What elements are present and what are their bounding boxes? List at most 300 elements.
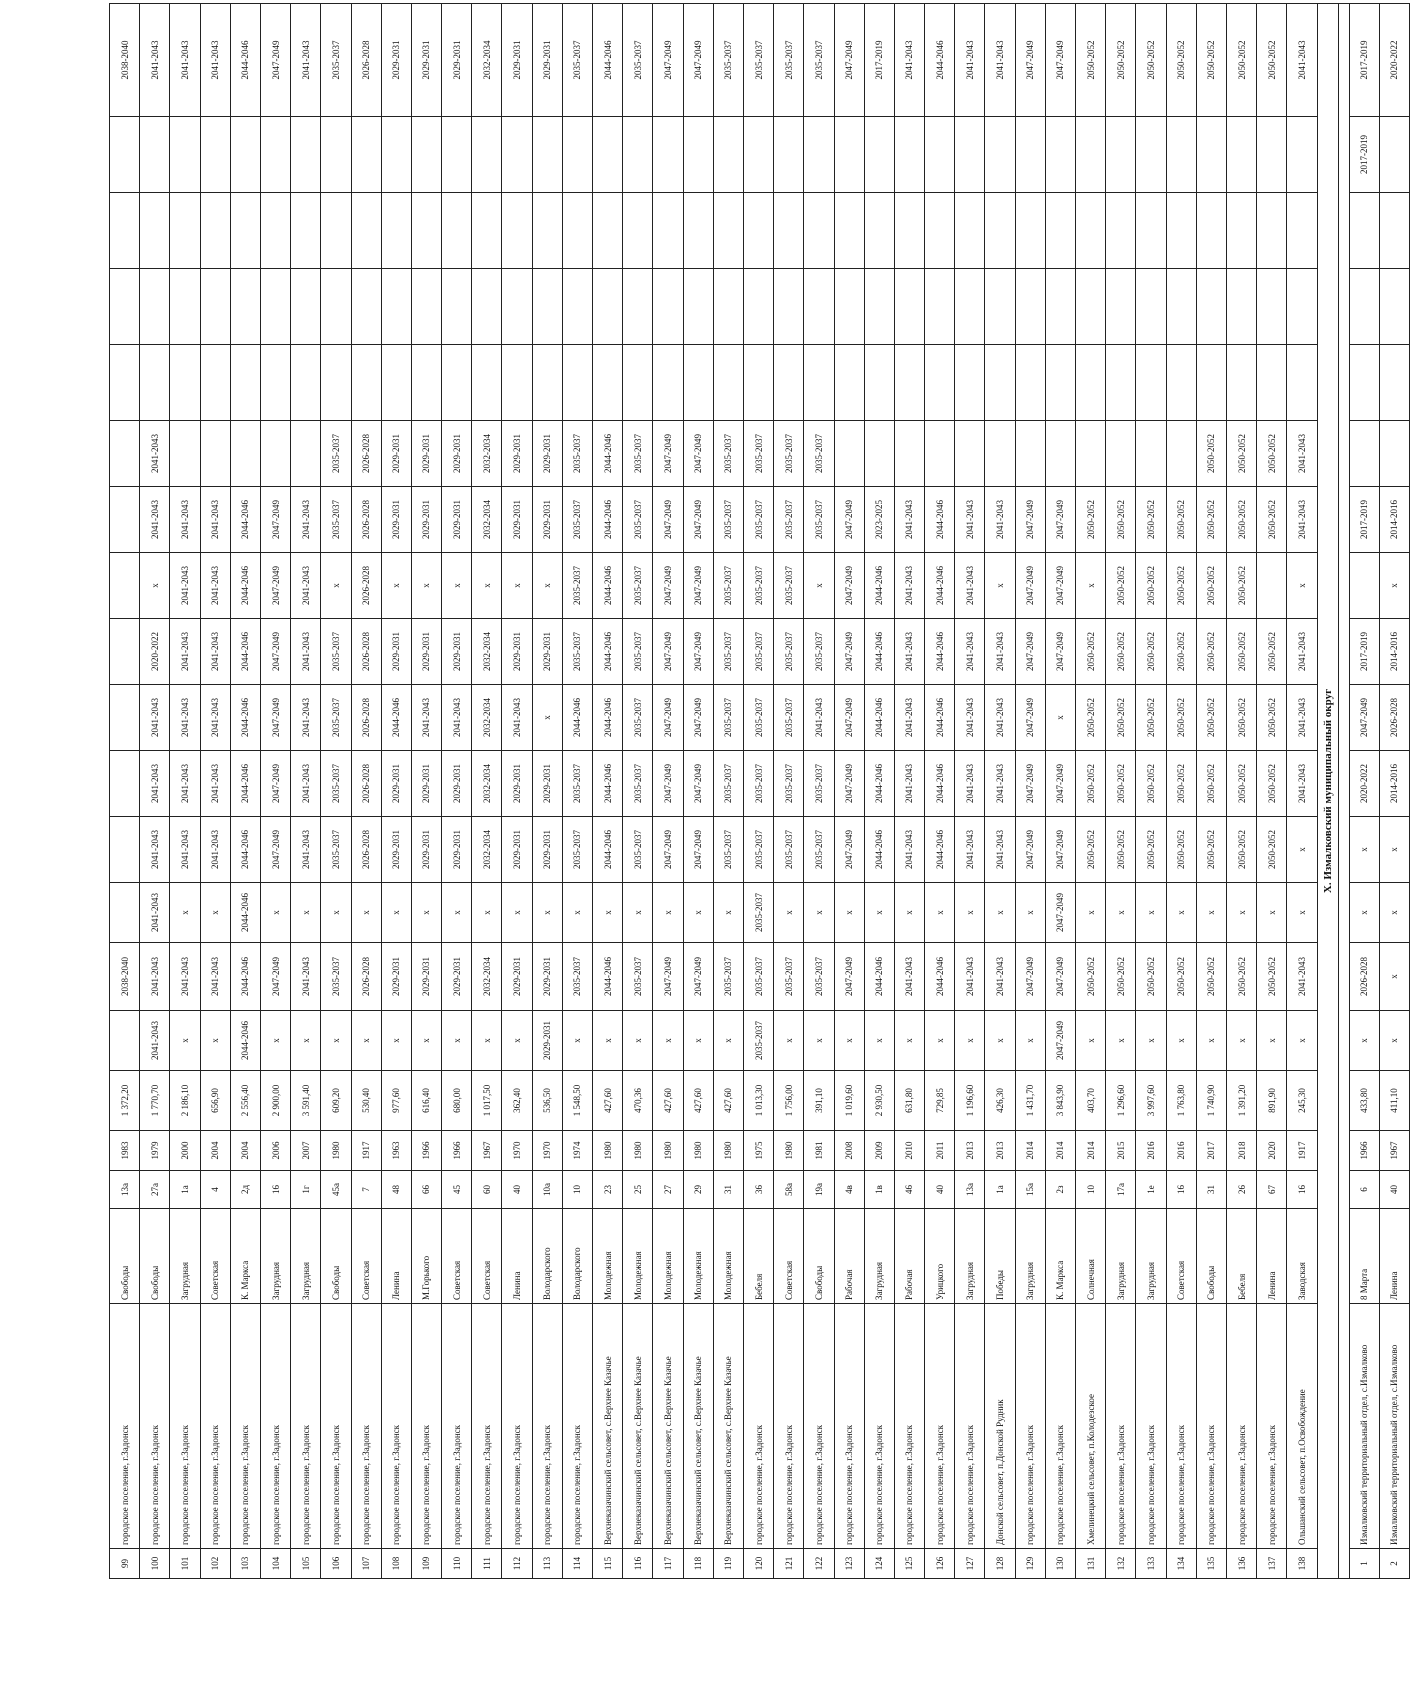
table-row <box>864 4 894 1579</box>
table-cell: 2035-2037 <box>774 421 804 487</box>
table-cell: 2047-2049 <box>260 817 290 883</box>
table-cell: 2044-2046 <box>381 685 411 751</box>
table-cell: 2026-2028 <box>351 4 381 117</box>
table-cell: 2041-2043 <box>985 619 1015 685</box>
table-cell: 2050-2052 <box>1257 817 1287 883</box>
table-cell <box>381 345 411 421</box>
table-cell: 2035-2037 <box>743 4 773 117</box>
table-cell: 2044-2046 <box>230 487 260 553</box>
table-cell: 2029-2031 <box>411 619 441 685</box>
table-cell: 106 <box>321 1549 351 1579</box>
table-cell: 427,60 <box>713 1071 743 1131</box>
table-cell: 2038-2040 <box>110 943 140 1011</box>
table-cell: 2014-2016 <box>1379 751 1409 817</box>
table-cell: x <box>532 553 562 619</box>
table-cell: 1 770,70 <box>140 1071 170 1131</box>
table-cell <box>955 269 985 345</box>
table-cell: x <box>260 1011 290 1071</box>
table-cell: 2050-2052 <box>1076 619 1106 685</box>
table-cell <box>653 269 683 345</box>
table-cell: 2047-2049 <box>834 943 864 1011</box>
table-cell <box>1379 117 1409 193</box>
table-cell: Загрудная <box>1015 1209 1045 1304</box>
table-cell: 2041-2043 <box>291 553 321 619</box>
table-cell <box>291 345 321 421</box>
table-cell: 2029-2031 <box>532 619 562 685</box>
table-cell: Верхнеказачинский сельсовет, с.Верхнее Казачье <box>593 1304 623 1549</box>
table-cell: Верхнеказачинский сельсовет, с.Верхнее Казачье <box>713 1304 743 1549</box>
table-cell <box>1015 421 1045 487</box>
table-cell: 2032-2034 <box>472 487 502 553</box>
table-cell <box>623 117 653 193</box>
table-cell: 2017 <box>1196 1131 1226 1171</box>
table-cell: x <box>593 883 623 943</box>
table-cell: 2041-2043 <box>291 619 321 685</box>
table-cell <box>1076 193 1106 269</box>
table-cell: 2044-2046 <box>593 4 623 117</box>
table-cell: 2020-2022 <box>1349 751 1379 817</box>
table-cell: 2026-2028 <box>351 487 381 553</box>
table-cell <box>1045 345 1075 421</box>
table-row <box>985 4 1015 1579</box>
table-cell <box>381 269 411 345</box>
table-cell: городское поселение, г.Задонск <box>200 1304 230 1549</box>
table-cell <box>804 269 834 345</box>
table-cell: 2047-2049 <box>683 553 713 619</box>
table-cell: x <box>1349 817 1379 883</box>
table-cell: 2041-2043 <box>955 943 985 1011</box>
table-cell: 27 <box>653 1171 683 1209</box>
table-cell: Молодежная <box>593 1209 623 1304</box>
table-cell: 2050-2052 <box>1226 553 1256 619</box>
table-cell: x <box>653 1011 683 1071</box>
table-cell <box>200 269 230 345</box>
table-cell: 2041-2043 <box>140 487 170 553</box>
table-cell: 2041-2043 <box>1287 751 1317 817</box>
table-cell: 115 <box>593 1549 623 1579</box>
table-cell: 2029-2031 <box>411 817 441 883</box>
table-cell: x <box>1287 883 1317 943</box>
table-row <box>743 4 773 1579</box>
table-cell: 2047-2049 <box>834 619 864 685</box>
table-cell: 2047-2049 <box>683 421 713 487</box>
table-cell: 2047-2049 <box>1045 751 1075 817</box>
table-cell: x <box>200 883 230 943</box>
table-cell: городское поселение, г.Задонск <box>1196 1304 1226 1549</box>
table-cell: городское поселение, г.Задонск <box>442 1304 472 1549</box>
table-cell: 130 <box>1045 1549 1075 1579</box>
table-cell: городское поселение, г.Задонск <box>894 1304 924 1549</box>
table-cell: 2026-2028 <box>351 553 381 619</box>
table-cell: x <box>1076 883 1106 943</box>
table-cell <box>1015 269 1045 345</box>
table-cell <box>1287 345 1317 421</box>
table-cell: 2035-2037 <box>562 619 592 685</box>
table-cell: 2035-2037 <box>623 4 653 117</box>
table-cell: 10 <box>1076 1171 1106 1209</box>
table-cell: 2044-2046 <box>864 943 894 1011</box>
table-cell: 2041-2043 <box>955 553 985 619</box>
table-cell: 2050-2052 <box>1196 943 1226 1011</box>
table-cell <box>894 345 924 421</box>
table-cell: 1 296,60 <box>1106 1071 1136 1131</box>
table-cell: 40 <box>502 1171 532 1209</box>
table-cell: x <box>713 883 743 943</box>
table-cell <box>834 421 864 487</box>
table-cell <box>623 269 653 345</box>
table-cell: x <box>170 1011 200 1071</box>
table-cell: 2029-2031 <box>532 751 562 817</box>
table-cell: 1 756,00 <box>774 1071 804 1131</box>
table-cell: 128 <box>985 1549 1015 1579</box>
table-cell <box>1106 193 1136 269</box>
table-cell <box>1015 193 1045 269</box>
table-cell: 129 <box>1015 1549 1045 1579</box>
table-cell: 1 740,90 <box>1196 1071 1226 1131</box>
table-cell: 2041-2043 <box>200 619 230 685</box>
table-cell <box>562 193 592 269</box>
table-cell <box>472 193 502 269</box>
table-cell: 2035-2037 <box>623 943 653 1011</box>
table-cell <box>1287 117 1317 193</box>
table-cell: 2035-2037 <box>743 1011 773 1071</box>
table-cell: 2035-2037 <box>562 4 592 117</box>
table-cell: 2041-2043 <box>955 751 985 817</box>
table-cell: 136 <box>1226 1549 1256 1579</box>
table-row <box>1257 4 1287 1579</box>
table-cell: 126 <box>925 1549 955 1579</box>
table-cell: 2041-2043 <box>411 685 441 751</box>
table-cell: 2041-2043 <box>985 751 1015 817</box>
table-cell <box>1106 269 1136 345</box>
table-cell: 2041-2043 <box>200 4 230 117</box>
table-cell: x <box>804 883 834 943</box>
table-cell <box>260 193 290 269</box>
table-cell: 109 <box>411 1549 441 1579</box>
table-cell: 2050-2052 <box>1076 817 1106 883</box>
table-cell <box>1136 193 1166 269</box>
table-cell: 31 <box>713 1171 743 1209</box>
table-cell: 2029-2031 <box>532 943 562 1011</box>
table-cell: 2035-2037 <box>321 685 351 751</box>
table-cell <box>1106 117 1136 193</box>
table-cell <box>1379 193 1409 269</box>
table-cell: 2035-2037 <box>713 421 743 487</box>
table-cell: 2047-2049 <box>1045 4 1075 117</box>
table-cell: 2050-2052 <box>1166 553 1196 619</box>
table-cell <box>925 345 955 421</box>
table-cell <box>1196 269 1226 345</box>
table-cell: 2000 <box>170 1131 200 1171</box>
table-cell: 2035-2037 <box>713 619 743 685</box>
table-cell: 2014 <box>1076 1131 1106 1171</box>
table-cell: 2010 <box>894 1131 924 1171</box>
table-cell <box>1015 345 1045 421</box>
table-cell <box>593 117 623 193</box>
table-cell: 2050-2052 <box>1136 4 1166 117</box>
table-cell: 10 <box>562 1171 592 1209</box>
table-cell: 138 <box>1287 1549 1317 1579</box>
table-cell: К. Маркса <box>1045 1209 1075 1304</box>
table-cell <box>804 117 834 193</box>
table-cell: 2041-2043 <box>291 685 321 751</box>
table-row <box>200 4 230 1579</box>
table-cell <box>894 117 924 193</box>
table-cell: 1980 <box>774 1131 804 1171</box>
table-cell: 2050-2052 <box>1257 943 1287 1011</box>
table-cell: 2044-2046 <box>593 619 623 685</box>
table-cell: x <box>1076 553 1106 619</box>
table-cell: 2050-2052 <box>1076 751 1106 817</box>
table-cell: 2029-2031 <box>411 4 441 117</box>
table-cell: 2041-2043 <box>140 817 170 883</box>
table-cell: городское поселение, г.Задонск <box>562 1304 592 1549</box>
table-cell: 2047-2049 <box>683 817 713 883</box>
table-cell: 10а <box>532 1171 562 1209</box>
table-cell <box>834 345 864 421</box>
table-cell: 2050-2052 <box>1226 619 1256 685</box>
table-cell: 121 <box>774 1549 804 1579</box>
table-cell: Советская <box>442 1209 472 1304</box>
table-cell: 48 <box>381 1171 411 1209</box>
table-cell: 2035-2037 <box>804 817 834 883</box>
table-cell: 127 <box>955 1549 985 1579</box>
table-row <box>1349 4 1379 1579</box>
table-cell <box>110 345 140 421</box>
table-cell <box>442 117 472 193</box>
table-cell: 2 186,10 <box>170 1071 200 1131</box>
table-cell: x <box>442 553 472 619</box>
table-cell: 2047-2049 <box>260 487 290 553</box>
table-cell: 2041-2043 <box>170 685 200 751</box>
table-cell: 2044-2046 <box>925 619 955 685</box>
table-cell: x <box>351 883 381 943</box>
table-cell: 2044-2046 <box>864 553 894 619</box>
table-cell <box>260 421 290 487</box>
table-cell: x <box>1349 1011 1379 1071</box>
spacer-row <box>1338 4 1349 1579</box>
table-cell: 2035-2037 <box>804 619 834 685</box>
table-cell: 2041-2043 <box>894 487 924 553</box>
table-cell: x <box>321 1011 351 1071</box>
table-cell: 2035-2037 <box>562 421 592 487</box>
table-cell: 2041-2043 <box>985 685 1015 751</box>
table-cell: 631,80 <box>894 1071 924 1131</box>
table-cell: 2032-2034 <box>472 685 502 751</box>
table-cell: 2044-2046 <box>230 943 260 1011</box>
table-cell: 2050-2052 <box>1196 685 1226 751</box>
table-cell <box>562 345 592 421</box>
table-cell <box>351 193 381 269</box>
table-cell <box>743 269 773 345</box>
table-cell: x <box>1076 1011 1106 1071</box>
table-cell: x <box>472 553 502 619</box>
table-cell: 45 <box>442 1171 472 1209</box>
table-cell: 362,40 <box>502 1071 532 1131</box>
table-cell: 2041-2043 <box>200 751 230 817</box>
table-cell <box>653 345 683 421</box>
table-cell: 2047-2049 <box>653 553 683 619</box>
table-cell: 2026-2028 <box>351 751 381 817</box>
table-cell <box>472 345 502 421</box>
table-cell: 2041-2043 <box>170 817 200 883</box>
table-cell: Урицкого <box>925 1209 955 1304</box>
table-cell <box>925 269 955 345</box>
table-cell <box>713 269 743 345</box>
table-cell: 2007 <box>291 1131 321 1171</box>
table-cell: 2041-2043 <box>985 943 1015 1011</box>
table-cell: городское поселение, г.Задонск <box>110 1304 140 1549</box>
table-cell: 2050-2052 <box>1166 685 1196 751</box>
table-cell <box>110 685 140 751</box>
table-cell: 2020 <box>1257 1131 1287 1171</box>
table-row <box>1136 4 1166 1579</box>
table-cell <box>985 193 1015 269</box>
table-cell: 2041-2043 <box>894 751 924 817</box>
table-cell <box>1045 117 1075 193</box>
table-cell: городское поселение, г.Задонск <box>411 1304 441 1549</box>
table-cell: 2з <box>1045 1171 1075 1209</box>
table-cell: 2032-2034 <box>472 943 502 1011</box>
table-row <box>774 4 804 1579</box>
table-cell: 2050-2052 <box>1136 817 1166 883</box>
table-cell: 470,36 <box>623 1071 653 1131</box>
table-row <box>502 4 532 1579</box>
table-cell: 1966 <box>411 1131 441 1171</box>
table-cell: 1917 <box>1287 1131 1317 1171</box>
table-cell <box>351 269 381 345</box>
table-cell: городское поселение, г.Задонск <box>532 1304 562 1549</box>
table-cell: 1981 <box>804 1131 834 1171</box>
table-cell: 2029-2031 <box>532 1011 562 1071</box>
table-cell: 3 843,90 <box>1045 1071 1075 1131</box>
table-cell: 729,85 <box>925 1071 955 1131</box>
table-cell: 2029-2031 <box>442 943 472 1011</box>
table-cell: 113 <box>532 1549 562 1579</box>
table-cell <box>955 117 985 193</box>
table-cell: 2017-2019 <box>1349 619 1379 685</box>
table-cell: 2050-2052 <box>1106 817 1136 883</box>
table-cell: 29 <box>683 1171 713 1209</box>
table-cell: 2041-2043 <box>502 685 532 751</box>
table-cell <box>110 1011 140 1071</box>
table-cell: Загрудная <box>170 1209 200 1304</box>
table-cell: x <box>442 1011 472 1071</box>
table-cell: городское поселение, г.Задонск <box>955 1304 985 1549</box>
table-cell: 2050-2052 <box>1136 685 1166 751</box>
table-cell: городское поселение, г.Задонск <box>260 1304 290 1549</box>
table-cell: x <box>1287 553 1317 619</box>
table-cell <box>411 117 441 193</box>
table-cell: 2044-2046 <box>593 751 623 817</box>
table-row <box>321 4 351 1579</box>
table-cell: 2050-2052 <box>1196 817 1226 883</box>
table-cell: 1917 <box>351 1131 381 1171</box>
table-cell: городское поселение, г.Задонск <box>804 1304 834 1549</box>
table-cell: городское поселение, г.Задонск <box>381 1304 411 1549</box>
table-cell: 2050-2052 <box>1136 751 1166 817</box>
table-cell: 2047-2049 <box>1015 751 1045 817</box>
table-cell <box>1106 421 1136 487</box>
table-cell: x <box>804 553 834 619</box>
table-cell: 2044-2046 <box>230 685 260 751</box>
table-cell <box>502 117 532 193</box>
table-cell <box>321 193 351 269</box>
table-cell: 2044-2046 <box>925 817 955 883</box>
table-cell: 2050-2052 <box>1196 421 1226 487</box>
table-cell: Загрудная <box>955 1209 985 1304</box>
table-cell <box>411 269 441 345</box>
table-cell <box>1166 421 1196 487</box>
table-cell: Верхнеказачинский сельсовет, с.Верхнее Казачье <box>683 1304 713 1549</box>
table-cell: Солнечная <box>1076 1209 1106 1304</box>
table-cell <box>1287 193 1317 269</box>
table-cell: 2035-2037 <box>743 553 773 619</box>
table-cell: 2050-2052 <box>1106 553 1136 619</box>
table-cell <box>864 421 894 487</box>
table-cell: 2050-2052 <box>1136 619 1166 685</box>
table-cell: 2047-2049 <box>260 619 290 685</box>
table-cell: 125 <box>894 1549 924 1579</box>
table-cell: 2014-2016 <box>1379 487 1409 553</box>
table-cell: 2047-2049 <box>683 751 713 817</box>
table-cell: 2029-2031 <box>532 817 562 883</box>
table-cell: x <box>1226 1011 1256 1071</box>
table-cell: 2044-2046 <box>230 1011 260 1071</box>
table-cell: 2047-2049 <box>1015 487 1045 553</box>
table-cell: 2035-2037 <box>321 4 351 117</box>
table-cell <box>834 193 864 269</box>
table-cell <box>532 269 562 345</box>
table-cell: Ленина <box>1257 1209 1287 1304</box>
table-cell: 123 <box>834 1549 864 1579</box>
table-cell: x <box>442 883 472 943</box>
table-cell: 2035-2037 <box>804 421 834 487</box>
table-cell <box>1226 117 1256 193</box>
table-cell: x <box>1166 883 1196 943</box>
table-cell: 2044-2046 <box>230 883 260 943</box>
table-cell: x <box>864 883 894 943</box>
table-cell: x <box>1379 817 1409 883</box>
table-cell <box>321 345 351 421</box>
table-cell <box>1349 269 1379 345</box>
table-cell: 2041-2043 <box>894 4 924 117</box>
table-cell: 2014-2016 <box>1379 619 1409 685</box>
table-cell: 2044-2046 <box>593 685 623 751</box>
table-cell <box>110 751 140 817</box>
table-cell: Советская <box>774 1209 804 1304</box>
table-cell: x <box>623 883 653 943</box>
table-cell: 107 <box>351 1549 381 1579</box>
table-cell: 2044-2046 <box>230 4 260 117</box>
table-cell: 2050-2052 <box>1076 685 1106 751</box>
table-cell: 2032-2034 <box>472 817 502 883</box>
table-cell: 530,40 <box>351 1071 381 1131</box>
table-cell: городское поселение, г.Задонск <box>1015 1304 1045 1549</box>
table-cell: x <box>985 553 1015 619</box>
table-cell <box>623 345 653 421</box>
table-cell: 2029-2031 <box>381 751 411 817</box>
table-cell <box>985 269 1015 345</box>
table-cell: 111 <box>472 1549 502 1579</box>
table-cell: 1980 <box>653 1131 683 1171</box>
table-cell: 2050-2052 <box>1106 4 1136 117</box>
table-cell: x <box>1015 1011 1045 1071</box>
table-cell <box>351 117 381 193</box>
table-cell: 2035-2037 <box>321 487 351 553</box>
table-cell: 1966 <box>442 1131 472 1171</box>
table-cell: 2029-2031 <box>442 421 472 487</box>
